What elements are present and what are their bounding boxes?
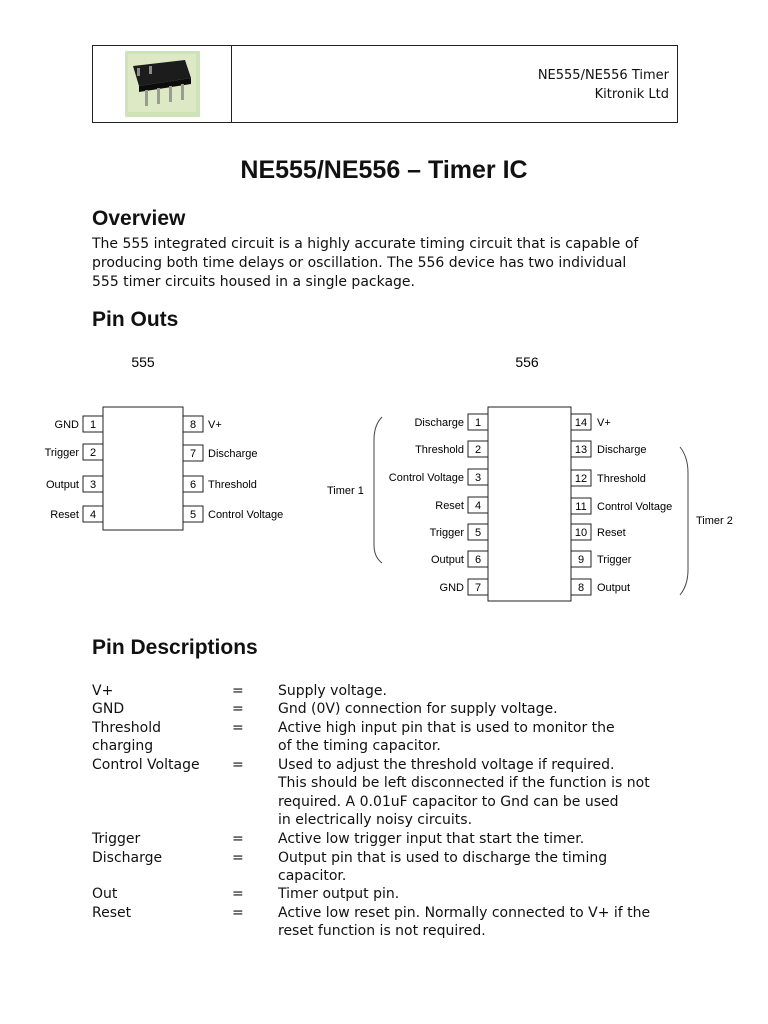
desc-text: This should be left disconnected if the function is not [278, 775, 650, 791]
overview-heading: Overview [92, 207, 186, 230]
pin-descriptions-heading: Pin Descriptions [92, 636, 258, 659]
pin-name: Threshold [415, 444, 464, 456]
pin-number: 2 [474, 444, 482, 456]
desc-equals: = [232, 850, 244, 866]
pin-number: 5 [474, 527, 482, 539]
pin-number: 10 [574, 527, 588, 539]
desc-text: of the timing capacitor. [278, 738, 441, 754]
pin-name: Reset [50, 509, 79, 521]
pin-name: Output [597, 582, 631, 594]
header-product: NE555/NE556 Timer [537, 68, 669, 83]
ic556-right-pins [571, 414, 672, 595]
pin-name: Output [430, 554, 464, 566]
pin-number: 1 [89, 419, 97, 431]
pin-number: 14 [574, 417, 588, 429]
pin-name: Trigger [429, 527, 464, 539]
pin-name: Control Voltage [597, 501, 673, 513]
pin-number: 6 [474, 554, 482, 566]
desc-term: GND [92, 701, 125, 717]
pin-number: 7 [474, 582, 482, 594]
desc-term: Discharge [92, 850, 163, 866]
pin-name: Control Voltage [208, 509, 284, 521]
timer1-label: Timer 1 [327, 485, 364, 497]
pin-name: Discharge [414, 417, 464, 429]
pin-name: Trigger [44, 447, 79, 459]
pin-name: Trigger [597, 554, 632, 566]
pin-number: 6 [189, 479, 197, 491]
ic556-label: 556 [515, 354, 539, 370]
pin-number: 2 [89, 447, 97, 459]
pin-number: 13 [574, 444, 588, 456]
desc-text: Timer output pin. [278, 886, 400, 902]
desc-term: Control Voltage [92, 757, 200, 773]
pin-name: Reset [435, 500, 464, 512]
desc-equals: = [232, 831, 244, 847]
ic555-body [103, 407, 183, 530]
pin-number: 7 [189, 448, 197, 460]
overview-paragraph [92, 235, 692, 292]
pin-number: 1 [474, 417, 482, 429]
desc-text: in electrically noisy circuits. [278, 812, 473, 828]
desc-equals: = [232, 683, 244, 699]
overview-line: 555 timer circuits housed in a single package. [92, 274, 415, 290]
pin-name: Reset [597, 527, 626, 539]
desc-text: Used to adjust the threshold voltage if required. [278, 757, 615, 773]
ic555-label: 555 [131, 354, 155, 370]
ic555-right-pins [183, 416, 283, 522]
header-text [538, 66, 669, 104]
desc-equals: = [232, 701, 244, 717]
timer2-bracket [680, 447, 688, 595]
pinouts-heading: Pin Outs [92, 308, 179, 331]
desc-equals: = [232, 905, 244, 921]
desc-term: V+ [92, 683, 114, 699]
desc-term: Out [92, 886, 118, 902]
pin-name: Discharge [208, 448, 258, 460]
pin-number: 11 [575, 501, 587, 513]
page-title: NE555/NE556 – Timer IC [240, 156, 528, 184]
desc-text: Supply voltage. [278, 683, 387, 699]
pin-number: 3 [474, 472, 482, 484]
desc-equals: = [232, 886, 244, 902]
desc-text: Active high input pin that is used to monitor the [278, 720, 615, 736]
pin-name: V+ [597, 417, 611, 429]
pin-name: Threshold [208, 479, 257, 491]
pin-name: Discharge [597, 444, 647, 456]
chip-image [93, 46, 231, 122]
pin-name: Threshold [597, 473, 646, 485]
pin-name: Output [45, 479, 79, 491]
desc-term: Trigger [92, 831, 141, 847]
overview-line: The 555 integrated circuit is a highly accurate timing circuit that is capable of [92, 236, 639, 252]
pin-number: 4 [474, 500, 482, 512]
ic556-left-pins [389, 414, 488, 595]
desc-text: Active low reset pin. Normally connected to V+ if the [278, 905, 651, 921]
desc-text: capacitor. [278, 868, 347, 884]
desc-equals: = [232, 757, 244, 773]
desc-equals: = [232, 720, 244, 736]
timer2-label: Timer 2 [696, 515, 733, 527]
timer1-bracket [374, 417, 382, 563]
pin-number: 12 [574, 473, 588, 485]
pin-number: 4 [89, 509, 97, 521]
pin-name: GND [439, 582, 464, 594]
header-box [92, 45, 678, 123]
desc-text: Output pin that is used to discharge the timing [278, 850, 608, 866]
desc-term: Reset [92, 905, 132, 921]
desc-text: required. A 0.01uF capacitor to Gnd can be used [278, 794, 619, 810]
ic555-left-pins [45, 416, 103, 522]
chip-photo [93, 46, 232, 122]
overview-line: producing both time delays or oscillation. The 556 device has two individual [92, 255, 627, 271]
desc-term: Threshold [92, 720, 161, 736]
pin-name: V+ [208, 419, 222, 431]
pin-number: 8 [189, 419, 197, 431]
pin-number: 8 [577, 582, 585, 594]
pin-number: 9 [577, 554, 585, 566]
pin-name: Control Voltage [388, 472, 464, 484]
ic556-body [488, 407, 571, 601]
pinout-diagram [0, 345, 768, 605]
pin-name: GND [54, 419, 79, 431]
desc-text: Gnd (0V) connection for supply voltage. [278, 701, 558, 717]
desc-text: reset function is not required. [278, 923, 486, 939]
desc-text: Active low trigger input that start the timer. [278, 831, 585, 847]
pin-number: 3 [89, 479, 97, 491]
header-company: Kitronik Ltd [594, 87, 669, 102]
desc-term: charging [92, 738, 154, 754]
pin-number: 5 [189, 509, 197, 521]
